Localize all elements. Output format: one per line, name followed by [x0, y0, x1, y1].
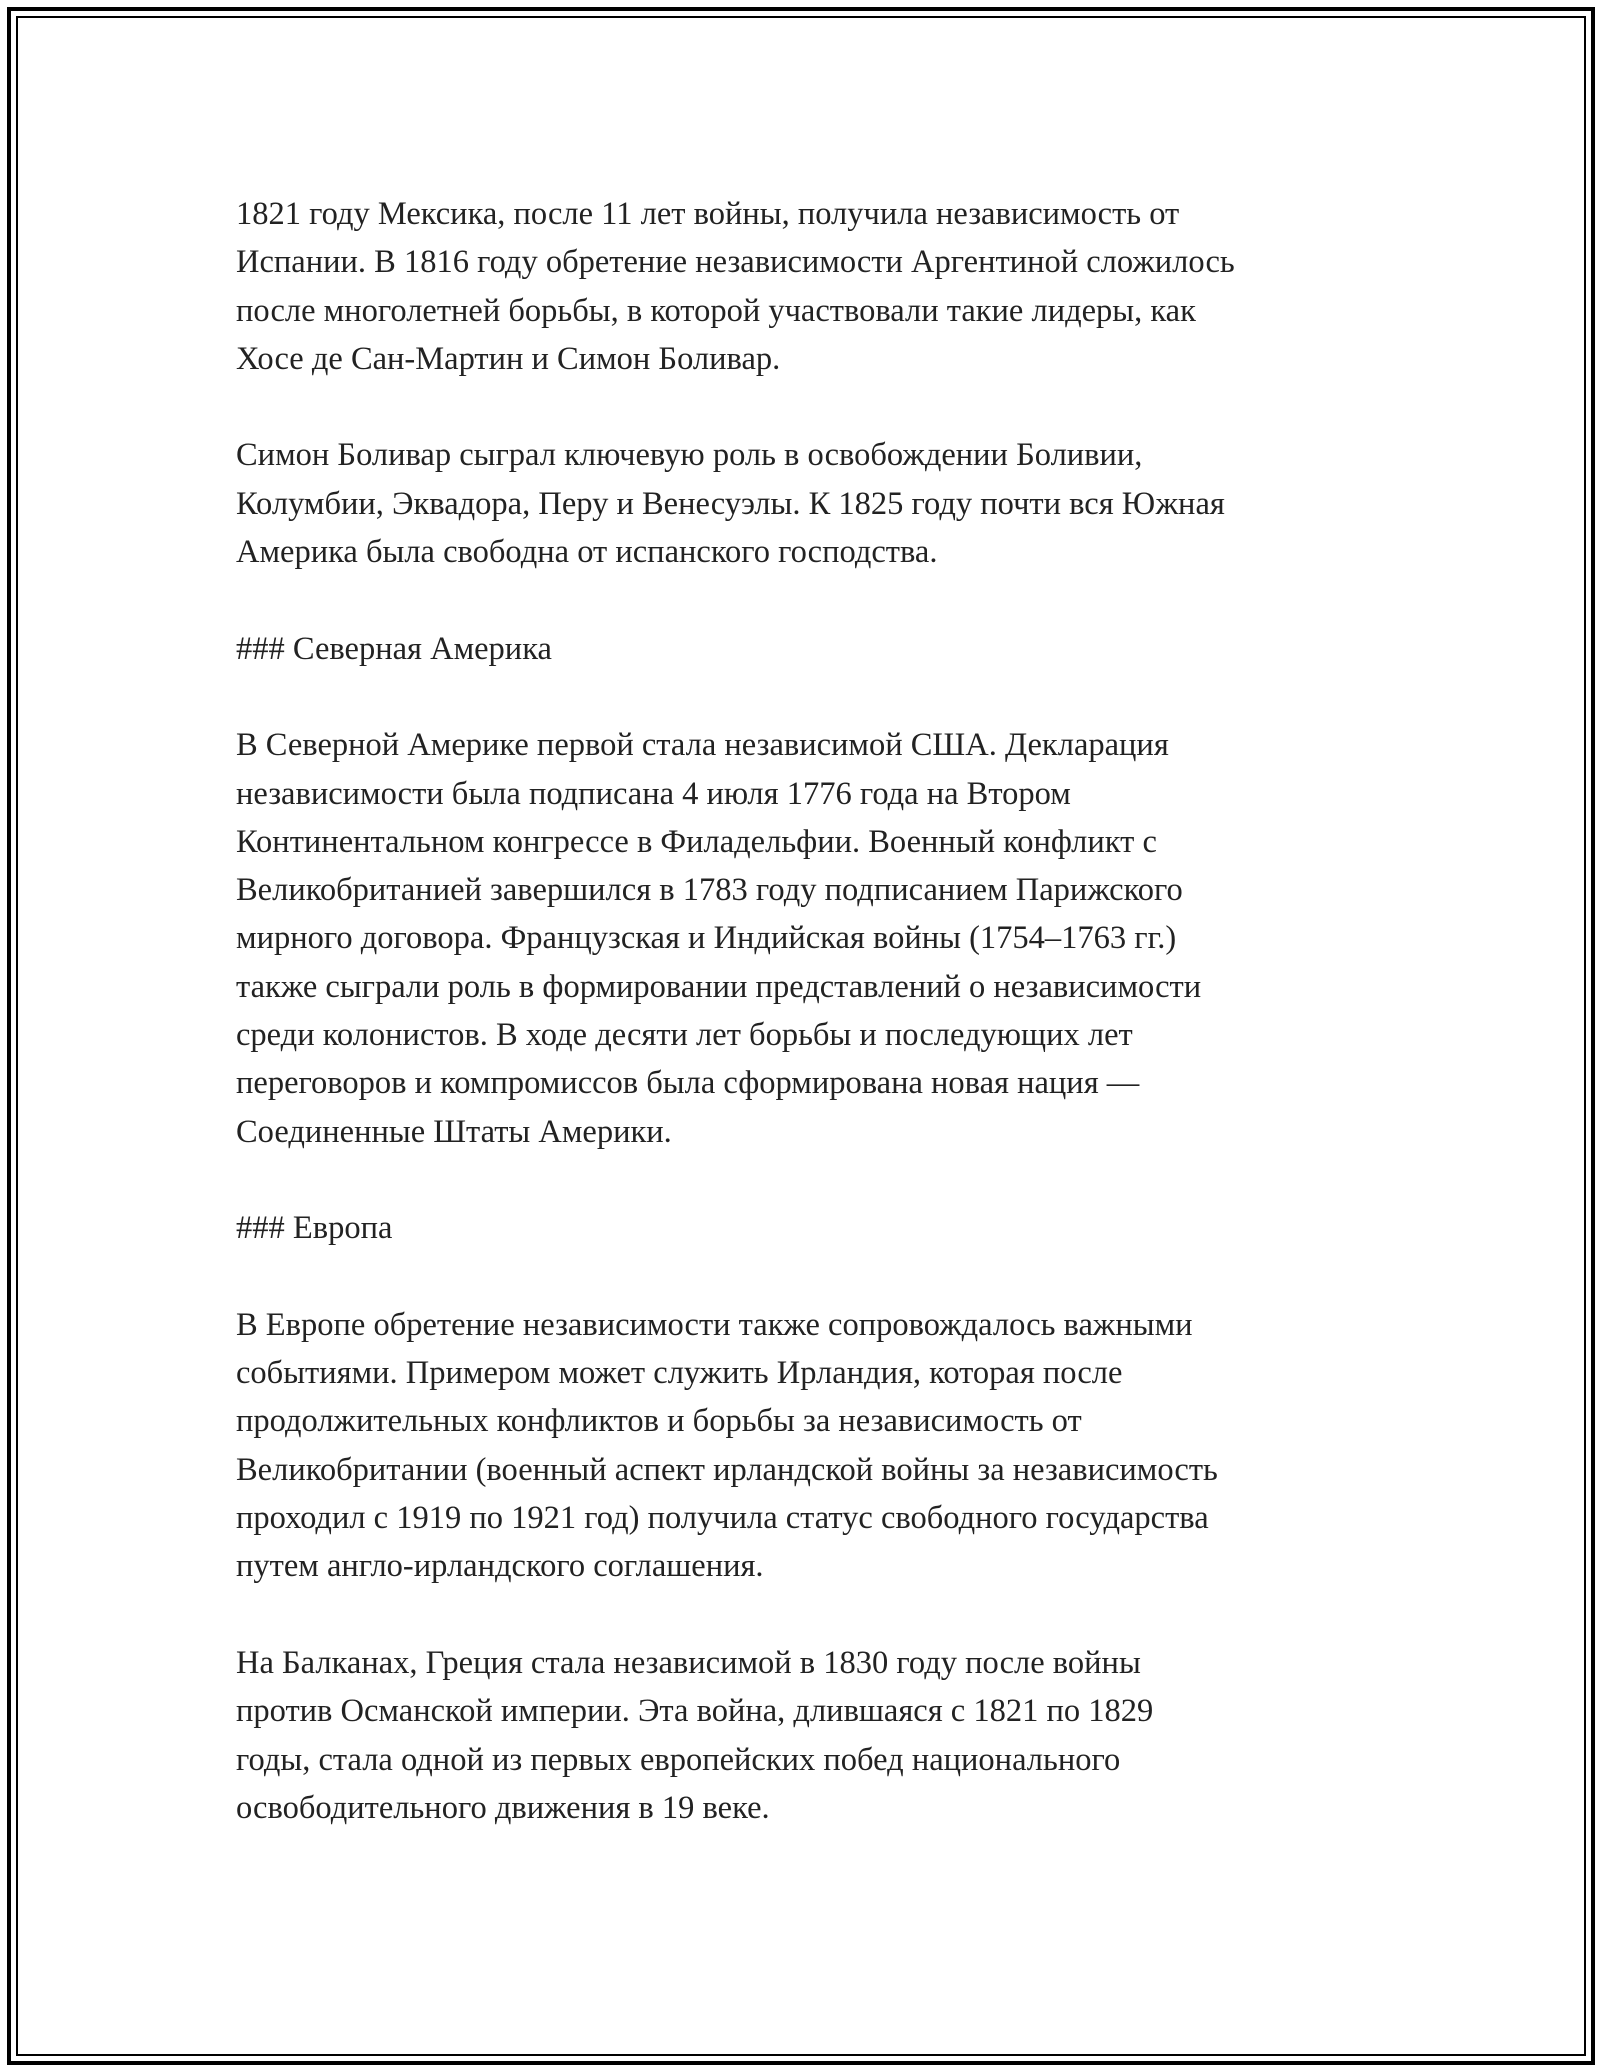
- paragraph-greece: На Балканах, Греция стала независимой в 1830 году после войны против Османской империи. Эта война, длившаяся с 1821 по 1829 годы, стала одной из первых европейских побед национального освободительного движения в 19 веке.: [236, 1644, 1154, 1826]
- paragraph-ireland: В Европе обретение независимости также сопровождалось важными событиями. Примером может служить Ирландия, которая после продолжительных конфликтов и борьбы за независимость от Великобритании (военный аспект ирландской войны за независимость проходил с 1919 по 1921 год) получила статус свободного государства путем англо-ирландского соглашения.: [236, 1306, 1218, 1585]
- heading-europe: ### Европа: [236, 1210, 393, 1247]
- document-body: [236, 190, 1396, 1880]
- paragraph-mexico-argentina: 1821 году Мексика, после 11 лет войны, получила независимость от Испании. В 1816 году обретение независимости Аргентиной сложилось после многолетней борьбы, в которой участвовали такие лидеры, как Хосе де Сан-Мартин и Симон Боливар.: [236, 196, 1235, 377]
- paragraph-bolivar: Симон Боливар сыграл ключевую роль в освобождении Боливии, Колумбии, Эквадора, Перу и Венесуэлы. К 1825 году почти вся Южная Америка была свободна от испанского господства.: [236, 437, 1225, 571]
- heading-north-america: ### Северная Америка: [236, 630, 552, 667]
- paragraph-north-america: В Северной Америке первой стала независимой США. Декларация независимости была подписана 4 июля 1776 года на Втором Континентальном конгрессе в Филадельфии. Военный конфликт с Великобританией завершился в 1783 году подписанием Парижского мирного договора. Французская и Индийская войны (1754–1763 гг.) также сыграли роль в формировании представлений о независимости среди колонистов. В ходе десяти лет борьбы и последующих лет переговоров и компромиссов была сформирована новая нация — Соединенные Штаты Америки.: [236, 727, 1202, 1150]
